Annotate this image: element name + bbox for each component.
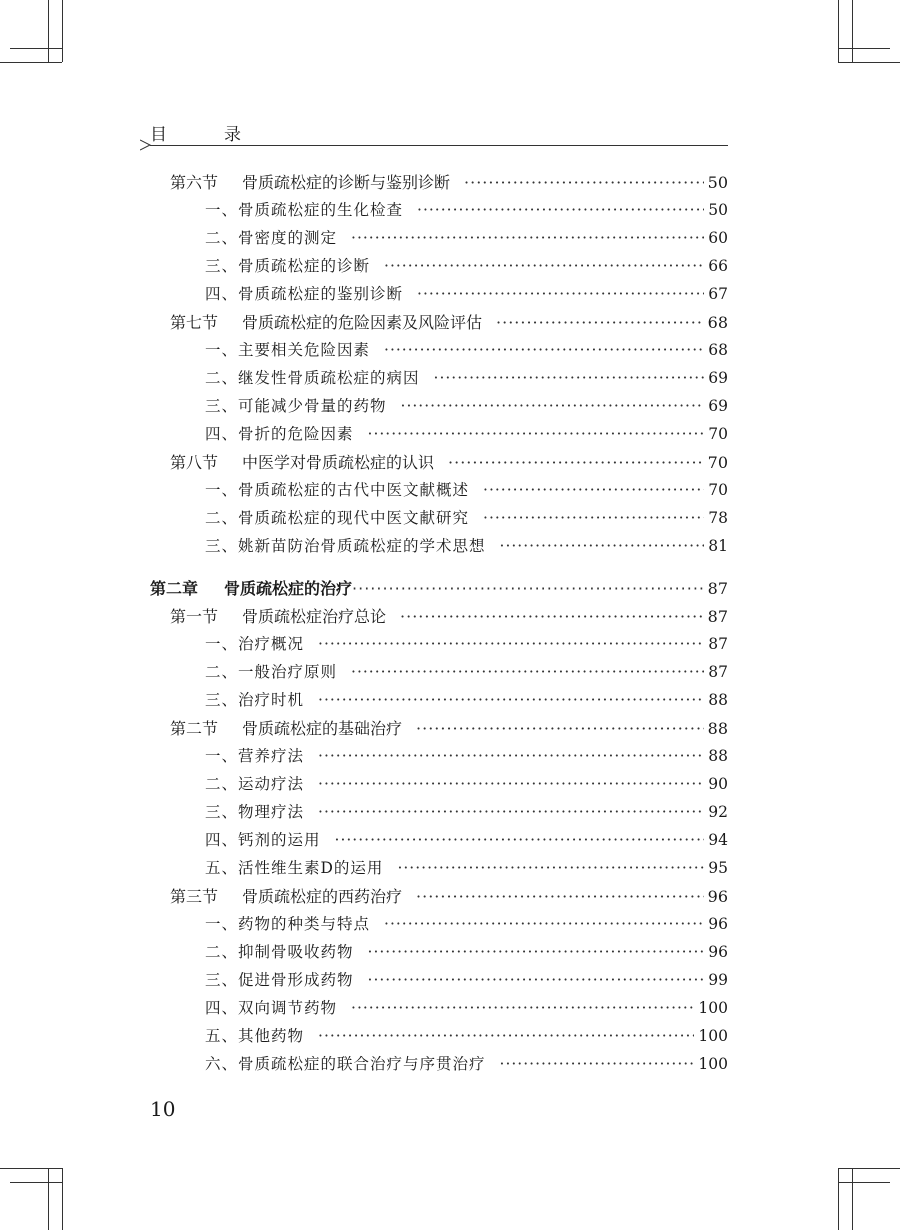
dot-leader: [448, 453, 704, 472]
dot-leader: [384, 915, 704, 933]
toc-entry-page: 88: [707, 719, 728, 738]
toc-entry-page: 87: [707, 579, 728, 598]
dot-leader: [500, 537, 705, 555]
toc-entry-page: 81: [708, 537, 728, 555]
dot-leader: [400, 607, 704, 626]
toc-entry-number: 第二章: [150, 579, 199, 598]
toc-entry-page: 60: [708, 229, 728, 247]
dot-leader: [384, 257, 704, 275]
toc-entry-item: [205, 800, 728, 822]
toc-entry-page: 87: [708, 663, 728, 681]
toc-entry-chapter: [150, 576, 728, 599]
dot-leader: [416, 719, 704, 738]
toc-entry-page: 87: [707, 607, 728, 626]
toc-entry-title: 二、运动疗法: [205, 775, 305, 793]
dot-leader: [416, 887, 704, 906]
dot-leader: [351, 999, 694, 1017]
toc-entry-page: 68: [708, 341, 728, 359]
toc-entry-title: 四、骨质疏松症的鉴别诊断: [205, 285, 404, 303]
toc-entry-page: 100: [698, 1055, 728, 1073]
toc-entry-page: 96: [707, 887, 728, 906]
toc-entry-page: 94: [708, 831, 728, 849]
toc-entry-page: 66: [708, 257, 728, 275]
toc-entry-section: [170, 716, 728, 739]
toc-entry-title: 一、骨质疏松症的古代中医文献概述: [205, 481, 470, 499]
toc-entry-number: 第八节: [170, 453, 219, 472]
toc-entry-item: [205, 744, 728, 766]
toc-entry-section: [170, 604, 728, 627]
dot-leader: [483, 481, 704, 499]
toc-entry-title: 三、可能减少骨量的药物: [205, 397, 387, 415]
toc-entry-number: 第三节: [170, 887, 219, 906]
toc-entry-item: [205, 772, 728, 794]
toc-entry-title: 四、双向调节药物: [205, 999, 338, 1017]
dot-leader: [351, 663, 704, 681]
toc-entry-page: 90: [708, 775, 728, 793]
dot-leader: [496, 313, 704, 332]
toc-entry-item: [205, 226, 728, 248]
toc-entry-title: 一、营养疗法: [205, 747, 305, 765]
toc-entry-page: 70: [708, 481, 728, 499]
toc-entry-item: [205, 422, 728, 444]
header-rule: [150, 145, 728, 146]
toc-entry-title: 三、促进骨形成药物: [205, 971, 354, 989]
toc-entry-title: 三、治疗时机: [205, 691, 305, 709]
toc-entry-title: 一、骨质疏松症的生化检查: [205, 201, 404, 219]
dot-leader: [318, 803, 704, 821]
toc-entry-title: 三、物理疗法: [205, 803, 305, 821]
toc-entry-page: 99: [708, 971, 728, 989]
toc-entry-page: 70: [707, 453, 728, 472]
toc-entry-page: 50: [707, 173, 728, 192]
toc-entry-item: [205, 338, 728, 360]
dot-leader: [318, 775, 704, 793]
toc-entry-title: 三、骨质疏松症的诊断: [205, 257, 371, 275]
toc-entry-item: [205, 912, 728, 934]
dot-leader: [500, 1055, 695, 1073]
toc-entry-section: [170, 310, 728, 333]
crop-mark: [0, 1168, 62, 1169]
crop-mark: [838, 48, 890, 49]
toc-entry-title: 六、骨质疏松症的联合治疗与序贯治疗: [205, 1055, 486, 1073]
dot-leader: [318, 691, 704, 709]
toc-entry-page: 68: [707, 313, 728, 332]
toc-entry-item: [205, 394, 728, 416]
running-header: 目 录: [150, 125, 261, 145]
toc-entry-title: 骨质疏松症的治疗: [224, 579, 353, 598]
crop-mark: [10, 1182, 62, 1183]
dot-leader: [318, 1027, 694, 1045]
crop-mark: [838, 1168, 839, 1230]
toc-entry-title: 骨质疏松症的西药治疗: [242, 887, 403, 906]
dot-leader: [401, 397, 705, 415]
toc-entry-page: 70: [708, 425, 728, 443]
crop-mark: [838, 62, 900, 63]
dot-leader: [464, 173, 704, 192]
page-number: 10: [150, 1097, 176, 1121]
dot-leader: [434, 369, 705, 387]
toc-entry-page: 96: [708, 943, 728, 961]
toc-entry-page: 96: [708, 915, 728, 933]
toc-entry-title: 二、一般治疗原则: [205, 663, 338, 681]
toc-entry-item: [205, 688, 728, 710]
crop-mark: [48, 0, 49, 62]
crop-mark: [0, 62, 62, 63]
dot-leader: [384, 341, 704, 359]
toc-entry-page: 88: [708, 747, 728, 765]
toc-entry-title: 一、主要相关危险因素: [205, 341, 371, 359]
toc-entry-section: [170, 884, 728, 907]
toc-entry-title: 骨质疏松症治疗总论: [242, 607, 387, 626]
crop-mark: [10, 48, 62, 49]
crop-mark: [62, 0, 63, 62]
toc-entry-title: 骨质疏松症的危险因素及风险评估: [242, 313, 483, 332]
toc-entry-item: [205, 366, 728, 388]
toc-entry-item: [205, 660, 728, 682]
toc-entry-item: [205, 478, 728, 500]
dot-leader: [352, 579, 704, 598]
toc-entry-title: 二、骨密度的测定: [205, 229, 338, 247]
toc-entry-section: [170, 450, 728, 473]
toc-entry-title: 二、抑制骨吸收药物: [205, 943, 354, 961]
dot-leader: [397, 859, 704, 877]
toc-entry-item: [205, 828, 728, 850]
toc-entry-page: 67: [708, 285, 728, 303]
toc-entry-page: 95: [708, 859, 728, 877]
toc-entry-title: 中医学对骨质疏松症的认识: [242, 453, 435, 472]
toc-entry-page: 78: [708, 509, 728, 527]
dot-leader: [368, 425, 705, 443]
toc-entry-item: [205, 198, 728, 220]
crop-mark: [62, 1168, 63, 1230]
toc-entry-title: 一、治疗概况: [205, 635, 305, 653]
toc-entry-section: [170, 170, 728, 193]
toc-entry-page: 87: [708, 635, 728, 653]
toc-entry-title: 四、钙剂的运用: [205, 831, 321, 849]
toc-entry-item: [205, 1052, 728, 1074]
toc-entry-item: [205, 856, 728, 878]
dot-leader: [417, 285, 704, 303]
toc-entry-item: [205, 282, 728, 304]
toc-entry-title: 一、药物的种类与特点: [205, 915, 371, 933]
toc-entry-title: 二、骨质疏松症的现代中医文献研究: [205, 509, 470, 527]
dot-leader: [318, 747, 704, 765]
crop-mark: [838, 0, 839, 62]
toc-entry-page: 88: [708, 691, 728, 709]
toc-entry-page: 69: [708, 369, 728, 387]
toc-entry-item: [205, 506, 728, 528]
toc-entry-page: 69: [708, 397, 728, 415]
crop-mark: [852, 0, 853, 62]
crop-mark: [48, 1168, 49, 1230]
toc-entry-item: [205, 940, 728, 962]
dot-leader: [351, 229, 704, 247]
toc-entry-title: 骨质疏松症的基础治疗: [242, 719, 403, 738]
toc-entry-item: [205, 996, 728, 1018]
dot-leader: [417, 201, 704, 219]
toc-entry-number: 第二节: [170, 719, 219, 738]
dot-leader: [335, 831, 705, 849]
toc-entry-page: 92: [708, 803, 728, 821]
toc-entry-item: [205, 534, 728, 556]
crop-mark: [838, 1168, 900, 1169]
toc-entry-item: [205, 1024, 728, 1046]
toc-entry-page: 100: [698, 999, 728, 1017]
dot-leader: [368, 943, 705, 961]
toc-entry-item: [205, 968, 728, 990]
toc-entry-item: [205, 254, 728, 276]
toc-entry-item: [205, 632, 728, 654]
toc-entry-title: 三、姚新苗防治骨质疏松症的学术思想: [205, 537, 486, 555]
crop-mark: [852, 1168, 853, 1230]
toc-entry-title: 五、其他药物: [205, 1027, 305, 1045]
toc-entry-number: 第七节: [170, 313, 219, 332]
toc-entry-page: 50: [708, 201, 728, 219]
toc-entry-title: 五、活性维生素D的运用: [205, 859, 384, 877]
toc-entry-page: 100: [698, 1027, 728, 1045]
dot-leader: [368, 971, 705, 989]
crop-mark: [838, 1182, 890, 1183]
toc-entry-title: 二、继发性骨质疏松症的病因: [205, 369, 420, 387]
dot-leader: [318, 635, 704, 653]
toc-entry-number: 第六节: [170, 173, 219, 192]
dot-leader: [483, 509, 704, 527]
toc-entry-title: 骨质疏松症的诊断与鉴别诊断: [242, 173, 451, 192]
toc-entry-number: 第一节: [170, 607, 219, 626]
toc-entry-title: 四、骨折的危险因素: [205, 425, 354, 443]
